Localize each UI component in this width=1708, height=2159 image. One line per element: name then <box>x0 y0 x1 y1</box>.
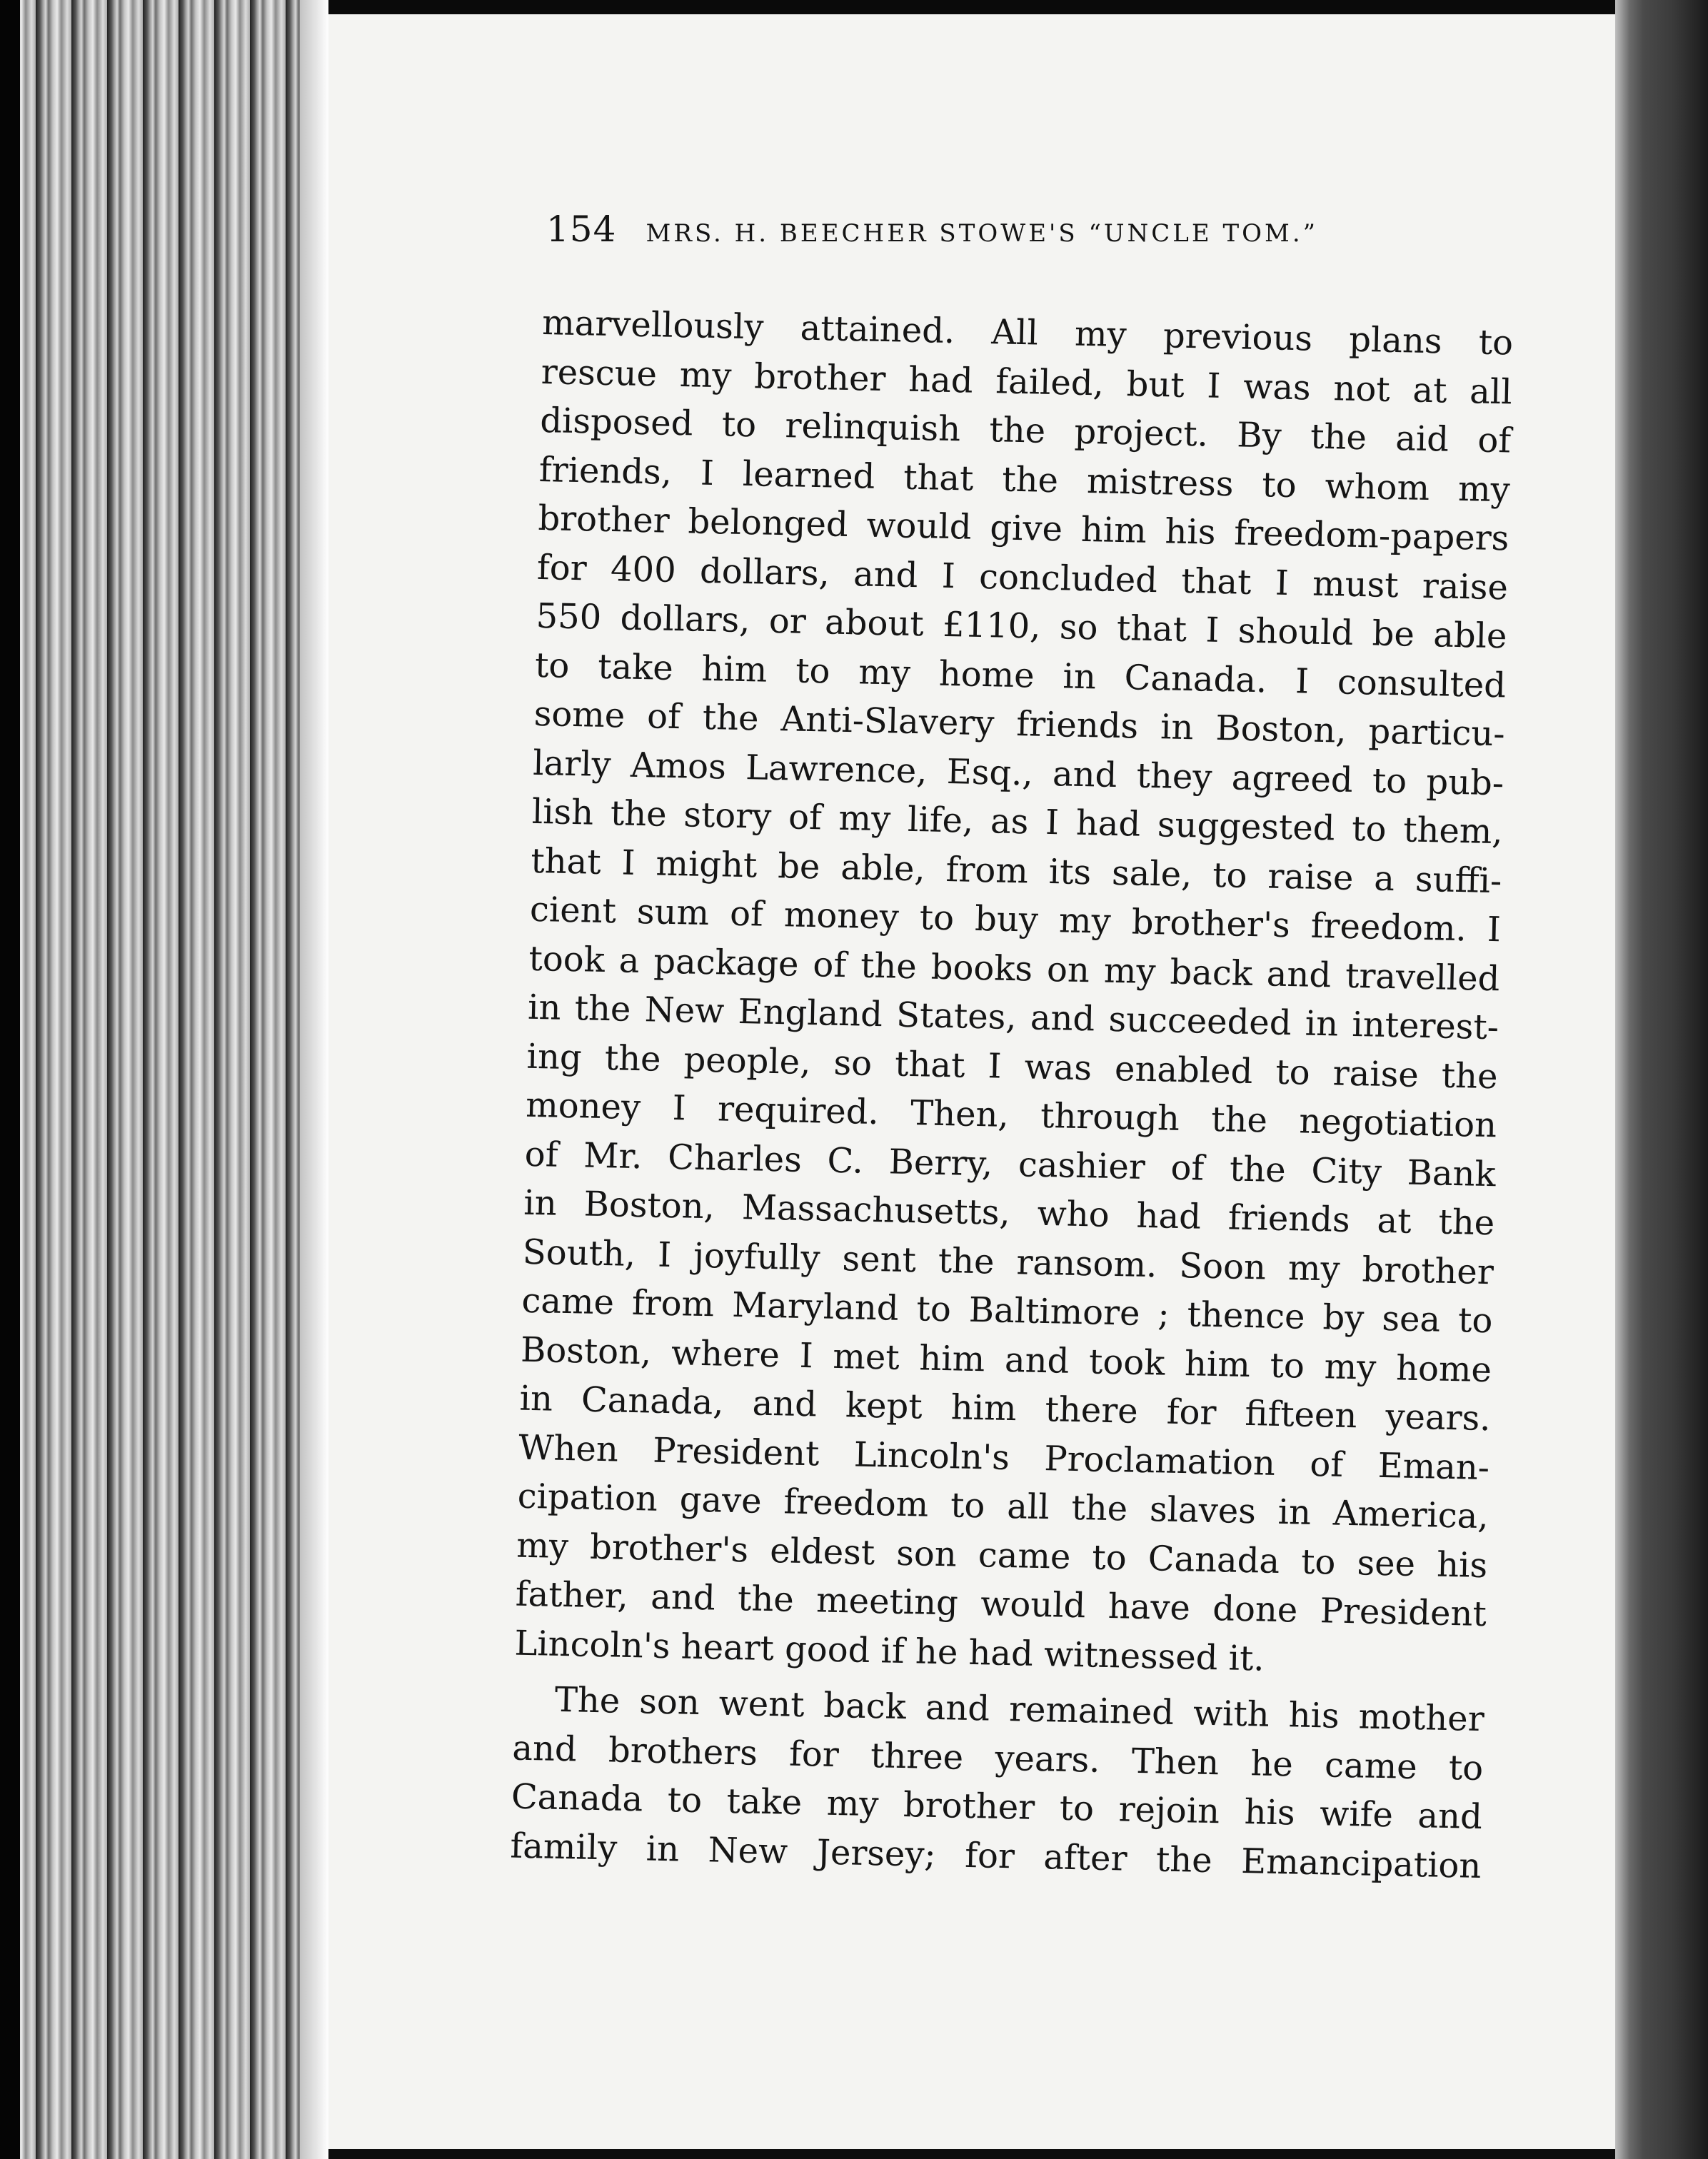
text-line: took a package of the books on my back and travelled <box>528 938 1500 999</box>
text-line: to take him to my home in Canada. I consulted <box>534 645 1507 705</box>
text-line: South, I joyfully sent the ransom. Soon my brother <box>522 1232 1494 1292</box>
text-line: disposed to relinquish the project. By the aid of <box>539 400 1512 461</box>
text-line: father, and the meeting would have done President <box>515 1574 1487 1635</box>
text-line: 550 dollars, or about £110, so that I should be able <box>536 595 1507 657</box>
text-line: rescue my brother had failed, but I was not at all <box>541 351 1513 412</box>
text-line: friends, I learned that the mistress to whom my <box>538 449 1511 510</box>
text-line: in Canada, and kept him there for fifteen years. <box>519 1378 1492 1439</box>
text-line: came from Maryland to Baltimore ; thence by sea to <box>521 1280 1493 1342</box>
text-line: that I might be able, from its sale, to raise a suffi- <box>530 840 1502 901</box>
text-line: my brother's eldest son came to Canada to see his <box>516 1525 1488 1586</box>
text-line: Canada to take my brother to rejoin his wife and <box>511 1776 1483 1838</box>
text-line: Lincoln's heart good if he had witnessed it. <box>513 1623 1265 1679</box>
text-line: of Mr. Charles C. Berry, cashier of the City Bank <box>524 1134 1497 1194</box>
binding-edge <box>1615 0 1708 2159</box>
page-number: 154 <box>546 208 617 250</box>
text-line: When President Lincoln's Proclamation of Eman- <box>518 1427 1490 1488</box>
body-text <box>510 298 1514 1891</box>
running-head: MRS. H. BEECHER STOWE'S “UNCLE TOM.” <box>645 219 1319 248</box>
text-line: some of the Anti-Slavery friends in Boston, particu- <box>533 693 1506 755</box>
text-line: for 400 dollars, and I concluded that I must raise <box>536 547 1509 608</box>
text-line: Boston, where I met him and took him to my home <box>520 1329 1492 1390</box>
text-line: ing the people, so that I was enabled to raise the <box>526 1036 1499 1097</box>
text-line: marvellously attained. All my previous plans to <box>541 302 1514 363</box>
stacked-page-edges <box>0 0 328 2159</box>
page-header <box>546 208 1517 250</box>
text-line: in the New England States, and succeeded in interest- <box>527 987 1499 1048</box>
text-line: and brothers for three years. Then he came to <box>511 1728 1484 1788</box>
text-line: larly Amos Lawrence, Esq., and they agreed to pub- <box>532 743 1504 803</box>
left-scan-border <box>0 0 20 2159</box>
text-line: The son went back and remained with his mother <box>554 1679 1485 1740</box>
text-line: cient sum of money to buy my brother's freedom. I <box>529 889 1502 950</box>
text-line: lish the story of my life, as I had suggested to them, <box>531 791 1504 852</box>
paragraph <box>514 298 1514 1688</box>
paragraph <box>510 1675 1485 1891</box>
text-line: brother belonged would give him his freedom-papers <box>537 498 1509 559</box>
text-line: money I required. Then, through the negotiation <box>525 1084 1497 1146</box>
text-line: in Boston, Massachusetts, who had friends at the <box>523 1182 1495 1244</box>
text-line: family in New Jersey; for after the Emancipation <box>510 1826 1482 1886</box>
text-line: cipation gave freedom to all the slaves in America, <box>517 1476 1490 1537</box>
